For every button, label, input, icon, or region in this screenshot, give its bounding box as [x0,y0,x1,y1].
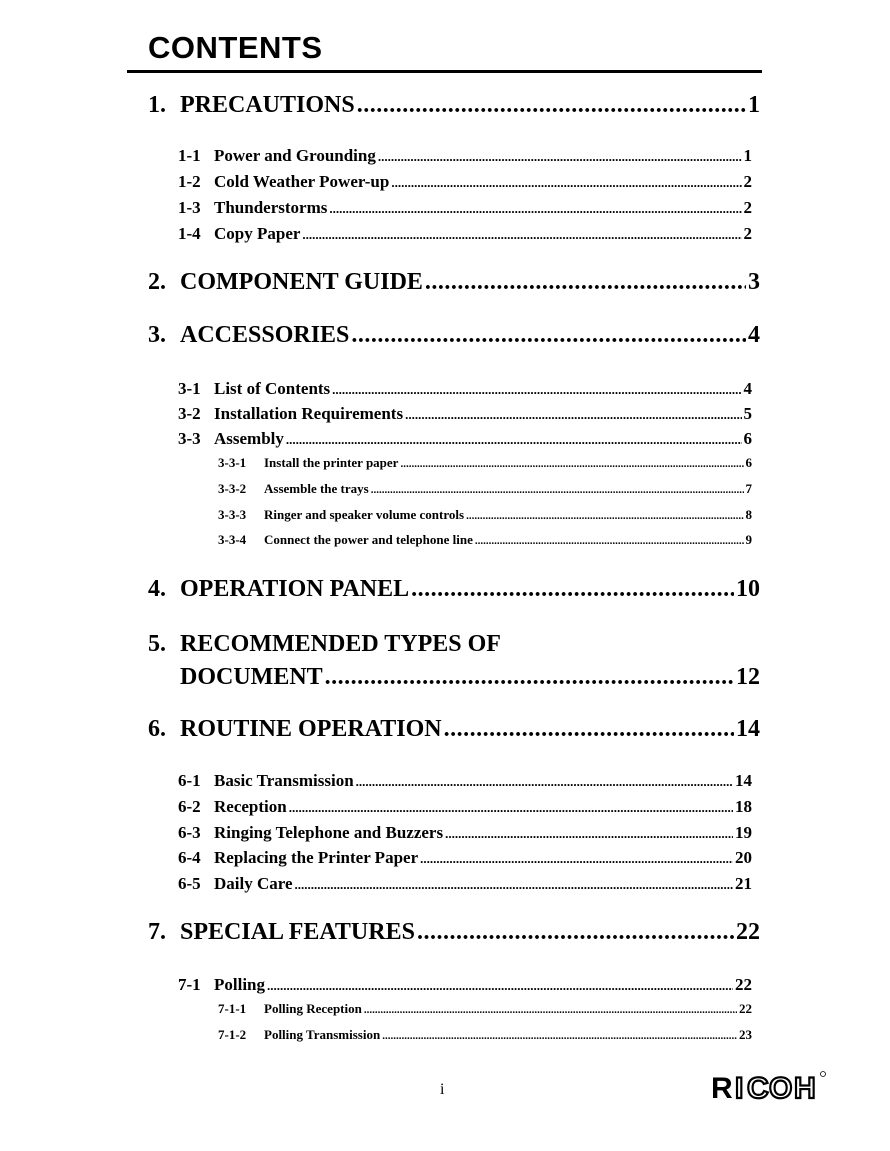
toc-page-number: 3 [748,269,760,295]
toc-number: 6-5 [178,874,201,893]
toc-title: Copy Paper [214,224,301,243]
dot-leader [445,823,733,843]
toc-section[interactable] [148,322,760,349]
toc-number: 6-3 [178,823,201,842]
toc-page-number: 8 [745,507,752,522]
toc-title: Assembly [214,429,284,448]
toc-section[interactable] [148,631,760,658]
toc-title: Reception [214,797,287,816]
toc-number: 1-1 [178,146,201,165]
toc-subsection[interactable] [178,429,752,449]
ricoh-logo [711,1068,829,1102]
toc-section[interactable] [148,919,760,946]
toc-subsection[interactable] [178,797,752,817]
toc-number: 6-1 [178,771,201,790]
toc-number: 7-1-1 [218,1001,247,1016]
toc-title: Ringer and speaker volume controls [264,507,465,522]
toc-title: Replacing the Printer Paper [214,848,419,867]
toc-number: 3-1 [178,379,201,398]
toc-subsection[interactable] [178,874,752,894]
toc-number: 5. [148,631,166,657]
toc-subsubsection[interactable] [218,1001,752,1017]
toc-number: 7-1-2 [218,1027,247,1042]
dot-leader [295,874,733,894]
toc-title: Cold Weather Power-up [214,172,390,191]
page-number: i [440,1081,445,1098]
toc-page-number: 2 [743,172,752,191]
dot-leader [357,92,746,119]
dot-leader [475,532,744,548]
dot-leader [329,198,741,218]
dot-leader [332,379,741,399]
toc-subsection[interactable] [178,146,752,166]
toc-page-number: 6 [743,429,752,448]
toc-page-number: 4 [743,379,752,398]
svg-text:I: I [735,1072,744,1102]
dot-leader [356,771,733,791]
toc-page-number: 12 [736,664,760,690]
toc-section[interactable] [148,269,760,296]
toc-title: Polling [214,975,266,994]
toc-number: 3-3-4 [218,532,247,547]
toc-page-number: 1 [743,146,752,165]
toc-title: COMPONENT GUIDE [180,269,423,295]
toc-page-number: 14 [736,716,760,742]
toc-number: 6-4 [178,848,201,867]
dot-leader [289,797,733,817]
toc-page-number: 1 [748,92,760,118]
toc-title: SPECIAL FEATURES [180,919,415,945]
dot-leader [391,172,741,192]
dot-leader [286,429,742,449]
toc-title: DOCUMENT [180,664,323,690]
toc-page-number: 9 [745,532,752,547]
toc-number: 3-2 [178,404,201,423]
dot-leader [466,507,743,523]
toc-title: Polling Transmission [264,1027,381,1042]
toc-page-number: 2 [743,198,752,217]
toc-title: List of Contents [214,379,331,398]
toc-page-number: 14 [735,771,752,790]
page-title: CONTENTS [148,30,323,65]
toc-page-number: 18 [735,797,752,816]
toc-page-number: 10 [736,576,760,602]
toc-title: PRECAUTIONS [180,92,355,118]
dot-leader [267,975,733,995]
dot-leader [325,664,734,691]
toc-subsection[interactable] [178,379,752,399]
dot-leader [405,404,741,424]
toc-title: Assemble the trays [264,481,369,496]
toc-page-number: 6 [745,455,752,470]
toc-number: 1. [148,92,166,118]
toc-number: 7-1 [178,975,201,994]
svg-text:R: R [711,1072,733,1102]
toc-subsection[interactable] [178,771,752,791]
toc-page-number: 7 [745,481,752,496]
toc-subsubsection[interactable] [218,455,752,471]
toc-page-number: 22 [735,975,752,994]
toc-title: Installation Requirements [214,404,404,423]
toc-number: 3-3-1 [218,455,247,470]
toc-section[interactable] [180,664,760,691]
dot-leader [420,848,733,868]
toc-page-number: 19 [735,823,752,842]
dot-leader [364,1001,737,1017]
toc-number: 3-3-3 [218,507,247,522]
toc-page-number: 21 [735,874,752,893]
dot-leader [351,322,746,349]
dot-leader [378,146,742,166]
toc-page-number: 20 [735,848,752,867]
svg-text:C: C [747,1072,769,1102]
toc-subsection[interactable] [178,198,752,218]
svg-text:H: H [794,1072,816,1102]
toc-number: 6. [148,716,166,742]
toc-page-number: 23 [739,1027,752,1042]
toc-subsection[interactable] [178,404,752,424]
toc-subsubsection[interactable] [218,1027,752,1043]
toc-page-number: 22 [739,1001,752,1016]
toc-number: 3-3 [178,429,201,448]
toc-page-number: 22 [736,919,760,945]
toc-title: Install the printer paper [264,455,399,470]
toc-section[interactable] [148,92,760,119]
toc-number: 3-3-2 [218,481,247,496]
toc-subsection[interactable] [178,975,752,995]
toc-subsubsection[interactable] [218,507,752,523]
toc-title: Power and Grounding [214,146,376,165]
toc-number: 1-2 [178,172,201,191]
toc-title: ACCESSORIES [180,322,350,348]
dot-leader [371,481,744,497]
toc-page-number: 2 [743,224,752,243]
dot-leader [417,919,734,946]
toc-title: Connect the power and telephone line [264,532,473,547]
toc-page-number: 4 [748,322,760,348]
toc-page-number: 5 [743,404,752,423]
dot-leader [302,224,741,244]
toc-title: RECOMMENDED TYPES OF [180,631,501,657]
toc-section[interactable] [148,576,760,603]
toc-subsubsection[interactable] [218,481,752,497]
svg-text:O: O [769,1072,793,1102]
toc-subsection[interactable] [178,848,752,868]
dot-leader [382,1027,737,1043]
toc-title: OPERATION PANEL [180,576,410,602]
toc-title: Daily Care [214,874,293,893]
toc-subsection[interactable] [178,224,752,244]
toc-subsection[interactable] [178,823,752,843]
toc-title: Basic Transmission [214,771,354,790]
toc-title: Polling Reception [264,1001,362,1016]
dot-leader [425,269,746,296]
toc-subsection[interactable] [178,172,752,192]
toc-title: Ringing Telephone and Buzzers [214,823,444,842]
toc-number: 2. [148,269,166,295]
toc-title: ROUTINE OPERATION [180,716,442,742]
dot-leader [444,716,734,743]
toc-subsubsection[interactable] [218,532,752,548]
toc-number: 6-2 [178,797,201,816]
toc-number: 1-4 [178,224,201,243]
toc-number: 1-3 [178,198,201,217]
toc-number: 7. [148,919,166,945]
toc-title: Thunderstorms [214,198,328,217]
title-underline [127,70,762,73]
toc-section[interactable] [148,716,760,743]
dot-leader [400,455,743,471]
dot-leader [411,576,734,603]
toc-number: 4. [148,576,166,602]
toc-number: 3. [148,322,166,348]
